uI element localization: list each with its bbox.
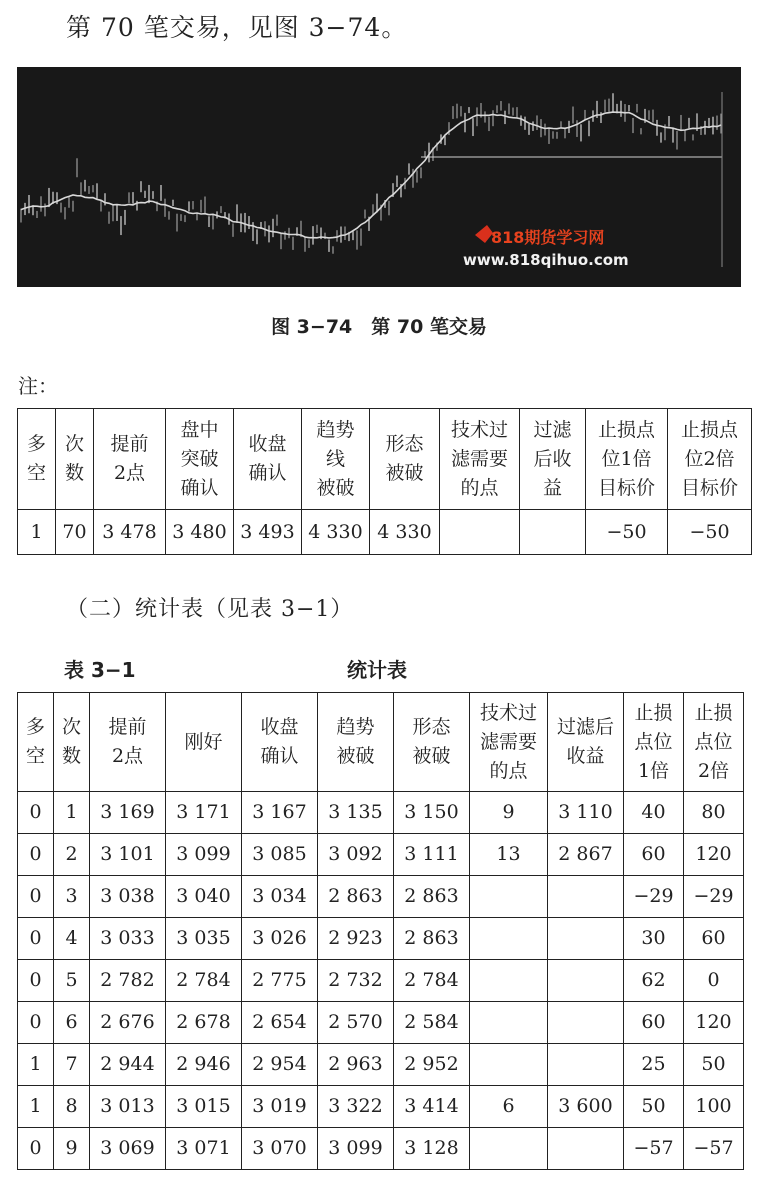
table-cell: 2 952 bbox=[394, 1044, 470, 1086]
table-cell: 9 bbox=[54, 1128, 90, 1170]
table-cell: 3 026 bbox=[242, 918, 318, 960]
column-header: 止损 点位 1倍 bbox=[624, 693, 684, 792]
table-cell: −57 bbox=[684, 1128, 744, 1170]
table-cell: 0 bbox=[18, 792, 54, 834]
table-cell: 3 169 bbox=[90, 792, 166, 834]
table-cell: 80 bbox=[684, 792, 744, 834]
moving-average-line bbox=[21, 112, 721, 238]
column-header: 次 数 bbox=[54, 693, 90, 792]
table-cell: 2 bbox=[54, 834, 90, 876]
table-cell: 3 480 bbox=[166, 510, 234, 555]
table-cell: 2 867 bbox=[548, 834, 624, 876]
table-cell: 2 863 bbox=[394, 876, 470, 918]
table-cell: 3 092 bbox=[318, 834, 394, 876]
table-cell: 0 bbox=[18, 918, 54, 960]
table-cell: 3 034 bbox=[242, 876, 318, 918]
table-cell: 60 bbox=[624, 834, 684, 876]
table-cell: 3 110 bbox=[548, 792, 624, 834]
table-cell: 0 bbox=[18, 1128, 54, 1170]
table-cell: 3 099 bbox=[318, 1128, 394, 1170]
table-row bbox=[18, 1002, 744, 1044]
table-cell: 0 bbox=[684, 960, 744, 1002]
column-header: 技术过 滤需要 的点 bbox=[470, 693, 548, 792]
table-cell: 2 678 bbox=[166, 1002, 242, 1044]
table-cell bbox=[470, 876, 548, 918]
table-cell: 30 bbox=[624, 918, 684, 960]
table-cell: 3 171 bbox=[166, 792, 242, 834]
table-cell: 2 784 bbox=[394, 960, 470, 1002]
table-row bbox=[18, 1128, 744, 1170]
table-cell: 3 322 bbox=[318, 1086, 394, 1128]
table-row bbox=[18, 1044, 744, 1086]
column-header: 形态 被破 bbox=[394, 693, 470, 792]
table-cell bbox=[470, 1002, 548, 1044]
table-cell: 2 570 bbox=[318, 1002, 394, 1044]
trade-70-table bbox=[17, 408, 752, 555]
table-cell: 120 bbox=[684, 834, 744, 876]
table-cell: 7 bbox=[54, 1044, 90, 1086]
table-cell: 1 bbox=[54, 792, 90, 834]
table-cell: 3 600 bbox=[548, 1086, 624, 1128]
table-row bbox=[18, 510, 752, 555]
statistics-table bbox=[17, 692, 744, 1170]
column-header: 收盘 确认 bbox=[242, 693, 318, 792]
column-header: 过滤后 收益 bbox=[548, 693, 624, 792]
table-cell: 62 bbox=[624, 960, 684, 1002]
table-header-row bbox=[18, 693, 744, 792]
column-header: 多 空 bbox=[18, 409, 56, 510]
column-header: 提前 2点 bbox=[94, 409, 166, 510]
table-cell: 3 070 bbox=[242, 1128, 318, 1170]
table-cell: 2 946 bbox=[166, 1044, 242, 1086]
table-cell: 5 bbox=[54, 960, 90, 1002]
table-number-label: 表 3−1 bbox=[64, 658, 136, 682]
table-cell: 6 bbox=[54, 1002, 90, 1044]
watermark-logo bbox=[463, 225, 629, 269]
table-cell: 100 bbox=[684, 1086, 744, 1128]
table-cell bbox=[548, 918, 624, 960]
table-cell: 3 167 bbox=[242, 792, 318, 834]
table-cell: 3 493 bbox=[234, 510, 302, 555]
table-cell: 2 654 bbox=[242, 1002, 318, 1044]
table-cell: 9 bbox=[470, 792, 548, 834]
column-header: 过滤 后收 益 bbox=[520, 409, 586, 510]
table-cell bbox=[548, 1044, 624, 1086]
table-cell: 2 963 bbox=[318, 1044, 394, 1086]
candlestick-chart bbox=[17, 67, 741, 287]
table-cell: 25 bbox=[624, 1044, 684, 1086]
note-label: 注： bbox=[18, 374, 58, 398]
table-cell: −57 bbox=[624, 1128, 684, 1170]
table-cell: 1 bbox=[18, 1044, 54, 1086]
figure-caption: 图 3−74 第 70 笔交易 bbox=[271, 316, 487, 338]
table-cell: 8 bbox=[54, 1086, 90, 1128]
table-cell: 3 150 bbox=[394, 792, 470, 834]
table-cell: 120 bbox=[684, 1002, 744, 1044]
table-row bbox=[18, 918, 744, 960]
table-row bbox=[18, 960, 744, 1002]
watermark-url: www.818qihuo.com bbox=[463, 251, 629, 269]
table-cell: −29 bbox=[684, 876, 744, 918]
table-row bbox=[18, 834, 744, 876]
table-cell: 2 944 bbox=[90, 1044, 166, 1086]
table-cell bbox=[470, 960, 548, 1002]
table-cell bbox=[470, 918, 548, 960]
table-cell: 0 bbox=[18, 1002, 54, 1044]
candles-layer bbox=[21, 93, 721, 253]
column-header: 收盘 确认 bbox=[234, 409, 302, 510]
table-cell: 60 bbox=[684, 918, 744, 960]
table-cell: 2 584 bbox=[394, 1002, 470, 1044]
table-cell: 3 099 bbox=[166, 834, 242, 876]
table-cell bbox=[470, 1128, 548, 1170]
price-chart-image bbox=[17, 67, 741, 287]
table-cell: 3 414 bbox=[394, 1086, 470, 1128]
table-cell bbox=[520, 510, 586, 555]
table-cell: 3 478 bbox=[94, 510, 166, 555]
column-header: 趋势 被破 bbox=[318, 693, 394, 792]
table-row bbox=[18, 1086, 744, 1128]
table-cell: 0 bbox=[18, 834, 54, 876]
table-cell bbox=[548, 960, 624, 1002]
table-cell: 3 019 bbox=[242, 1086, 318, 1128]
table-cell: 3 069 bbox=[90, 1128, 166, 1170]
table-cell: 2 784 bbox=[166, 960, 242, 1002]
column-header: 提前 2点 bbox=[90, 693, 166, 792]
table-cell: 3 071 bbox=[166, 1128, 242, 1170]
table-cell: 2 732 bbox=[318, 960, 394, 1002]
table-cell: 50 bbox=[624, 1086, 684, 1128]
column-header: 趋势 线 被破 bbox=[302, 409, 370, 510]
table-cell: 2 863 bbox=[318, 876, 394, 918]
table-cell: 0 bbox=[18, 876, 54, 918]
section-heading: （二）统计表（见表 3−1） bbox=[66, 597, 354, 622]
watermark-text: 818期货学习网 bbox=[491, 228, 605, 247]
table-cell: 2 954 bbox=[242, 1044, 318, 1086]
table-cell bbox=[548, 1128, 624, 1170]
table-cell: 3 033 bbox=[90, 918, 166, 960]
table-cell: 2 676 bbox=[90, 1002, 166, 1044]
table-cell: 3 101 bbox=[90, 834, 166, 876]
table-cell bbox=[548, 876, 624, 918]
table-cell: −50 bbox=[668, 510, 752, 555]
table-cell: −29 bbox=[624, 876, 684, 918]
table-cell: 3 bbox=[54, 876, 90, 918]
table-cell: 2 923 bbox=[318, 918, 394, 960]
table-cell: 4 330 bbox=[370, 510, 440, 555]
table-row bbox=[18, 876, 744, 918]
column-header: 技术过 滤需要 的点 bbox=[440, 409, 520, 510]
table-cell: 3 040 bbox=[166, 876, 242, 918]
table-cell: 2 782 bbox=[90, 960, 166, 1002]
column-header: 止损点 位2倍 目标价 bbox=[668, 409, 752, 510]
table-cell: −50 bbox=[586, 510, 668, 555]
table-cell: 13 bbox=[470, 834, 548, 876]
table-cell bbox=[470, 1044, 548, 1086]
table-cell: 2 863 bbox=[394, 918, 470, 960]
table-cell: 3 135 bbox=[318, 792, 394, 834]
table-cell: 3 015 bbox=[166, 1086, 242, 1128]
table-cell: 4 330 bbox=[302, 510, 370, 555]
table-cell: 4 bbox=[54, 918, 90, 960]
table-title: 统计表 bbox=[347, 658, 407, 682]
table-cell: 0 bbox=[18, 960, 54, 1002]
column-header: 止损 点位 2倍 bbox=[684, 693, 744, 792]
table-cell: 3 013 bbox=[90, 1086, 166, 1128]
column-header: 次 数 bbox=[56, 409, 94, 510]
table-cell: 2 775 bbox=[242, 960, 318, 1002]
table-cell: 3 038 bbox=[90, 876, 166, 918]
table-cell bbox=[548, 1002, 624, 1044]
table-row bbox=[18, 792, 744, 834]
table-cell: 40 bbox=[624, 792, 684, 834]
table-cell: 3 085 bbox=[242, 834, 318, 876]
table-cell: 1 bbox=[18, 510, 56, 555]
table-cell: 50 bbox=[684, 1044, 744, 1086]
table-header-row bbox=[18, 409, 752, 510]
table-cell: 3 035 bbox=[166, 918, 242, 960]
column-header: 刚好 bbox=[166, 693, 242, 792]
table-cell: 3 111 bbox=[394, 834, 470, 876]
table-cell bbox=[440, 510, 520, 555]
column-header: 盘中 突破 确认 bbox=[166, 409, 234, 510]
table-cell: 70 bbox=[56, 510, 94, 555]
table-cell: 1 bbox=[18, 1086, 54, 1128]
column-header: 止损点 位1倍 目标价 bbox=[586, 409, 668, 510]
table-cell: 3 128 bbox=[394, 1128, 470, 1170]
column-header: 形态 被破 bbox=[370, 409, 440, 510]
column-header: 多 空 bbox=[18, 693, 54, 792]
table-cell: 6 bbox=[470, 1086, 548, 1128]
page-heading: 第 70 笔交易，见图 3−74。 bbox=[66, 13, 408, 42]
table-cell: 60 bbox=[624, 1002, 684, 1044]
